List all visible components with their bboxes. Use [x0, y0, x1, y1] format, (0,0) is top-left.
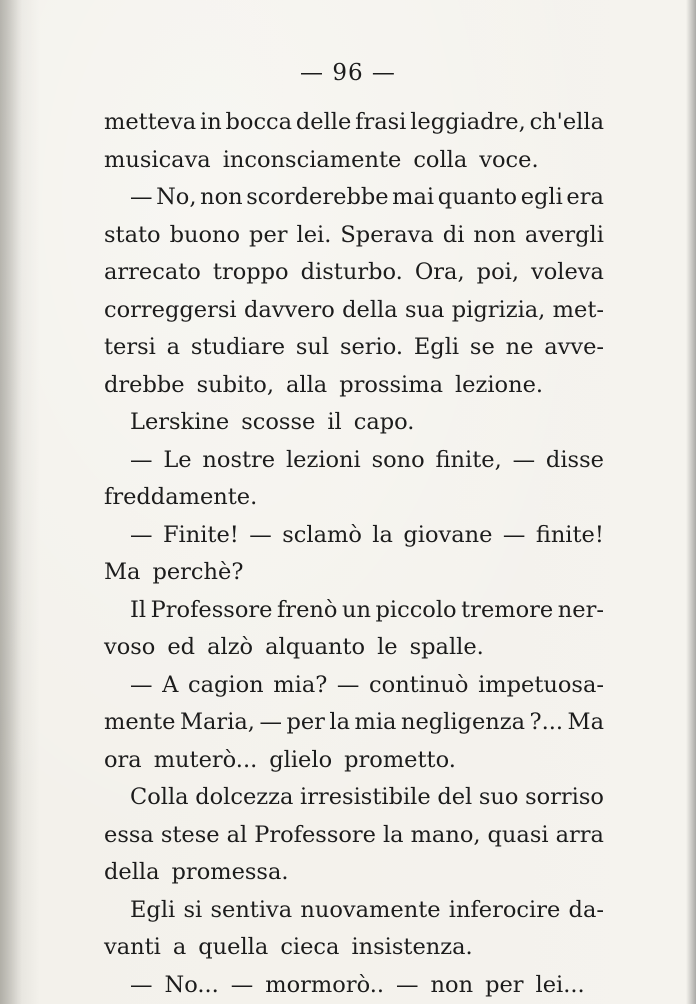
- word: piccolo: [375, 596, 457, 623]
- word: glielo: [269, 746, 333, 773]
- word: mai: [392, 184, 435, 210]
- word: Il: [130, 596, 147, 623]
- word: metteva: [104, 109, 197, 135]
- word: mia?: [273, 671, 328, 698]
- word: ora: [104, 746, 142, 773]
- word: nostre: [202, 446, 276, 473]
- text-line: [104, 442, 604, 480]
- word: le: [377, 634, 398, 660]
- word: Egli: [413, 334, 460, 360]
- word: disturbo.: [300, 259, 403, 285]
- word: per: [485, 971, 524, 998]
- word: Ma: [567, 709, 604, 735]
- word: lei...: [535, 971, 585, 998]
- word: —: [396, 971, 419, 998]
- word: quella: [198, 934, 269, 960]
- word: per: [249, 221, 288, 248]
- word: tersi: [104, 334, 156, 360]
- text-line: [104, 592, 604, 630]
- word: avergli: [524, 221, 604, 248]
- word: —: [130, 184, 153, 210]
- word: correggersi: [104, 296, 237, 323]
- word: studiare: [190, 334, 286, 360]
- text-line: [104, 479, 604, 517]
- word: finite,: [435, 446, 502, 473]
- word: Ma: [104, 559, 141, 585]
- word: frasi: [355, 109, 407, 135]
- word: voleva: [531, 259, 604, 285]
- word: lezioni: [285, 446, 361, 473]
- word: lezione.: [454, 371, 544, 398]
- word: bocca: [225, 109, 293, 135]
- word: —: [130, 671, 153, 698]
- word: ner-: [557, 596, 604, 623]
- body-text: [104, 104, 604, 1004]
- word: cagion: [188, 671, 264, 698]
- text-line: [104, 254, 604, 292]
- text-line: [104, 779, 604, 817]
- word: mia: [354, 709, 397, 735]
- word: tremore: [461, 596, 554, 623]
- word: della: [104, 859, 160, 885]
- word: promessa.: [171, 859, 289, 885]
- word: —: [230, 971, 254, 998]
- word: —: [249, 521, 272, 548]
- word: Ora,: [414, 259, 465, 285]
- word: subito,: [196, 371, 274, 398]
- word: Maria,: [179, 709, 255, 735]
- word: al: [226, 821, 248, 848]
- text-line: [104, 142, 604, 180]
- word: No,: [156, 184, 197, 210]
- word: alzò: [207, 634, 254, 660]
- word: capo.: [353, 409, 415, 435]
- word: impetuosa-: [478, 671, 604, 698]
- text-line: [104, 404, 604, 442]
- word: Professore: [254, 821, 376, 848]
- word: spalle.: [409, 634, 484, 660]
- word: stese: [160, 821, 220, 848]
- word: mano,: [410, 821, 481, 848]
- text-line: [104, 817, 604, 855]
- word: mente: [104, 709, 176, 735]
- text-line: [104, 104, 604, 142]
- page-number: — 96 —: [300, 60, 396, 86]
- word: non: [473, 221, 516, 248]
- word: da-: [568, 896, 604, 923]
- word: lei.: [296, 221, 332, 248]
- text-line: [104, 742, 604, 780]
- word: serio.: [339, 334, 404, 360]
- word: sono: [371, 446, 425, 473]
- word: di: [442, 221, 465, 248]
- text-line: [104, 217, 604, 255]
- word: scosse: [241, 409, 316, 435]
- word: prossima: [339, 371, 443, 398]
- word: vanti: [104, 934, 161, 960]
- word: finite!: [535, 521, 604, 548]
- word: perchè?: [152, 559, 244, 585]
- text-line: [104, 329, 604, 367]
- word: troppo: [212, 259, 289, 285]
- word: Colla: [130, 784, 189, 810]
- word: disse: [545, 446, 604, 473]
- word: arra: [555, 821, 604, 848]
- word: frenò: [276, 596, 338, 623]
- word: —: [259, 709, 282, 735]
- word: la: [382, 821, 404, 848]
- word: prometto.: [344, 746, 456, 773]
- word: Lerskine: [130, 409, 230, 435]
- word: Finite!: [162, 521, 239, 548]
- word: voso: [104, 634, 156, 660]
- page-gutter-shadow: [0, 0, 22, 1004]
- word: Egli: [130, 896, 176, 923]
- word: colla: [413, 146, 468, 173]
- word: —: [336, 671, 360, 698]
- word: ch'ella: [529, 109, 604, 135]
- word: ne: [505, 334, 534, 360]
- word: non: [430, 971, 474, 998]
- word: era: [566, 184, 604, 210]
- word: voce.: [479, 146, 539, 173]
- word: suo: [478, 784, 519, 810]
- text-line: [104, 517, 604, 555]
- word: del: [437, 784, 473, 810]
- text-line: [104, 667, 604, 705]
- text-line: [104, 929, 604, 967]
- word: il: [327, 409, 342, 435]
- word: quanto: [437, 184, 518, 210]
- word: arrecato: [104, 259, 201, 285]
- word: —: [512, 446, 536, 473]
- word: leggiadre,: [410, 109, 526, 135]
- text-line: [104, 704, 604, 742]
- page-edge-shadow: [686, 0, 696, 1004]
- word: Le: [163, 446, 192, 473]
- word: si: [183, 896, 203, 923]
- word: in: [200, 109, 222, 135]
- word: un: [341, 596, 371, 623]
- word: dolcezza: [195, 784, 294, 810]
- word: essa: [104, 821, 154, 848]
- word: se: [469, 334, 495, 360]
- word: davvero: [243, 296, 335, 323]
- word: egli: [520, 184, 563, 210]
- word: met-: [552, 296, 604, 323]
- word: Sperava: [340, 221, 434, 248]
- word: della: [342, 296, 398, 323]
- text-line: [104, 292, 604, 330]
- word: nuovamente: [300, 896, 441, 923]
- word: non: [200, 184, 243, 210]
- word: continuò: [369, 671, 469, 698]
- word: sentiva: [210, 896, 293, 923]
- word: —: [130, 521, 153, 548]
- word: inferocire: [448, 896, 561, 923]
- word: —: [130, 446, 153, 473]
- word: buono: [169, 221, 241, 248]
- word: A: [162, 671, 179, 698]
- text-line: [104, 179, 604, 217]
- word: irresistibile: [300, 784, 431, 810]
- word: avve-: [544, 334, 604, 360]
- word: delle: [295, 109, 352, 135]
- word: per: [286, 709, 325, 735]
- text-line: [104, 854, 604, 892]
- word: alquanto: [265, 634, 366, 660]
- word: ed: [167, 634, 196, 660]
- text-line: [104, 967, 604, 1004]
- word: giovane: [403, 521, 493, 548]
- word: alla: [286, 371, 328, 398]
- text-line: [104, 629, 604, 667]
- word: negligenza: [400, 709, 526, 735]
- word: mormorò..: [265, 971, 385, 998]
- word: la: [329, 709, 351, 735]
- word: a: [172, 934, 187, 960]
- word: pigrizia,: [451, 296, 546, 323]
- word: insistenza.: [351, 934, 473, 960]
- word: quasi: [487, 821, 549, 848]
- word: stato: [104, 221, 161, 248]
- word: ?...: [529, 709, 564, 735]
- word: drebbe: [104, 371, 185, 398]
- word: cieca: [280, 934, 340, 960]
- text-line: [104, 367, 604, 405]
- word: poi,: [476, 259, 519, 285]
- word: Professore: [150, 596, 273, 623]
- word: freddamente.: [104, 484, 258, 510]
- word: —: [130, 971, 153, 998]
- word: scorderebbe: [246, 184, 389, 210]
- word: a: [166, 334, 181, 360]
- word: sclamò: [282, 521, 362, 548]
- word: muterò...: [153, 746, 258, 773]
- text-line: [104, 892, 604, 930]
- word: sul: [295, 334, 330, 360]
- word: musicava: [104, 146, 211, 173]
- word: No...: [164, 971, 219, 998]
- word: inconsciamente: [222, 146, 402, 173]
- word: —: [502, 521, 526, 548]
- text-line: [104, 554, 604, 592]
- word: sorriso: [525, 784, 604, 810]
- word: sua: [404, 296, 445, 323]
- word: la: [372, 521, 393, 548]
